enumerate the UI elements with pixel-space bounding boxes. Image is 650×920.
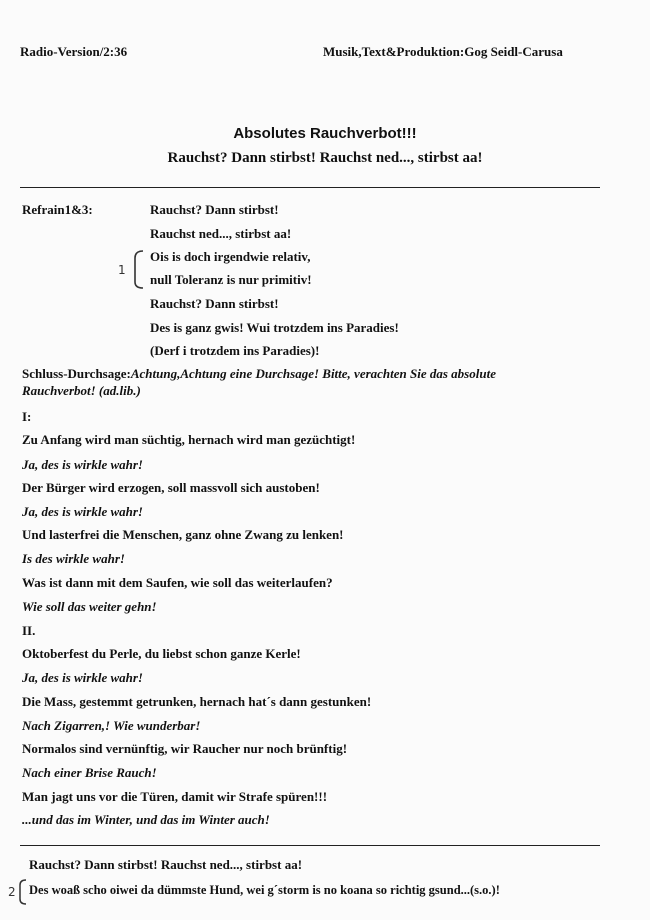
verse-1-line: Der Bürger wird erzogen, soll massvoll sich austoben! [22, 480, 320, 495]
refrain-line: Rauchst? Dann stirbst! [150, 296, 279, 311]
verse-2-line: Normalos sind vernünftig, wir Raucher nur noch brünftig! [22, 741, 348, 756]
closing-announcement-label: Schluss-Durchsage: [22, 366, 131, 381]
verse-1-line: Ja, des is wirkle wahr! [22, 457, 143, 472]
handwritten-mark-1: 1 [118, 263, 126, 277]
refrain-line: Rauchst ned..., stirbst aa! [150, 226, 292, 241]
verse-2-line: Nach Zigarren,! Wie wunderbar! [22, 718, 201, 733]
footer-line-2: Des woaß scho oiwei da dümmste Hund, wei g´storm is no koana so richtig gsund...(s.o.)! [29, 883, 500, 897]
closing-announcement-text: Achtung,Achtung eine Durchsage! Bitte, verachten Sie das absolute [130, 366, 496, 381]
refrain-line: Rauchst? Dann stirbst! [150, 202, 279, 217]
verse-1-label: I: [22, 409, 32, 424]
refrain-line: (Derf i trotzdem ins Paradies)! [150, 343, 320, 358]
verse-2-line: Nach einer Brise Rauch! [22, 765, 157, 780]
closing-announcement-text-2: Rauchverbot! (ad.lib.) [22, 383, 141, 398]
header-left: Radio-Version/2:36 [20, 44, 128, 59]
footer-line-1: Rauchst? Dann stirbst! Rauchst ned..., stirbst aa! [29, 857, 303, 872]
refrain-line: Des is ganz gwis! Wui trotzdem ins Paradies! [150, 320, 399, 335]
verse-1-line: Zu Anfang wird man süchtig, hernach wird man gezüchtigt! [22, 432, 356, 447]
verse-2-line: Oktoberfest du Perle, du liebst schon ganze Kerle! [22, 646, 301, 661]
closing-announcement [22, 366, 496, 382]
verse-1-line: Ja, des is wirkle wahr! [22, 504, 143, 519]
handwritten-bracket-icon [129, 248, 147, 290]
verse-2-line: Die Mass, gestemmt getrunken, hernach hat´s dann gestunken! [22, 694, 372, 709]
handwritten-bracket-icon [16, 878, 28, 906]
verse-1-line: Was ist dann mit dem Saufen, wie soll das weiterlaufen? [22, 575, 333, 590]
refrain-line: null Toleranz is nur primitiv! [150, 272, 312, 287]
verse-2-line: Ja, des is wirkle wahr! [22, 670, 143, 685]
verse-1-line: Wie soll das weiter gehn! [22, 599, 157, 614]
refrain-label: Refrain1&3: [22, 202, 93, 217]
page-title: Absolutes Rauchverbot!!! [233, 125, 417, 142]
page-subtitle: Rauchst? Dann stirbst! Rauchst ned..., stirbst aa! [167, 150, 483, 166]
handwritten-mark-2: 2 [8, 885, 16, 899]
verse-2-line: Man jagt uns vor die Türen, damit wir Strafe spüren!!! [22, 789, 328, 804]
bottom-divider [20, 845, 600, 846]
top-divider [20, 187, 600, 188]
verse-1-line: Is des wirkle wahr! [22, 551, 125, 566]
verse-1-line: Und lasterfrei die Menschen, ganz ohne Zwang zu lenken! [22, 527, 344, 542]
refrain-line: Ois is doch irgendwie relativ, [150, 249, 311, 264]
verse-2-label: II. [22, 623, 36, 638]
verse-2-line: ...und das im Winter, und das im Winter auch! [22, 812, 270, 827]
header-right: Musik,Text&Produktion:Gog Seidl-Carusa [323, 44, 563, 59]
